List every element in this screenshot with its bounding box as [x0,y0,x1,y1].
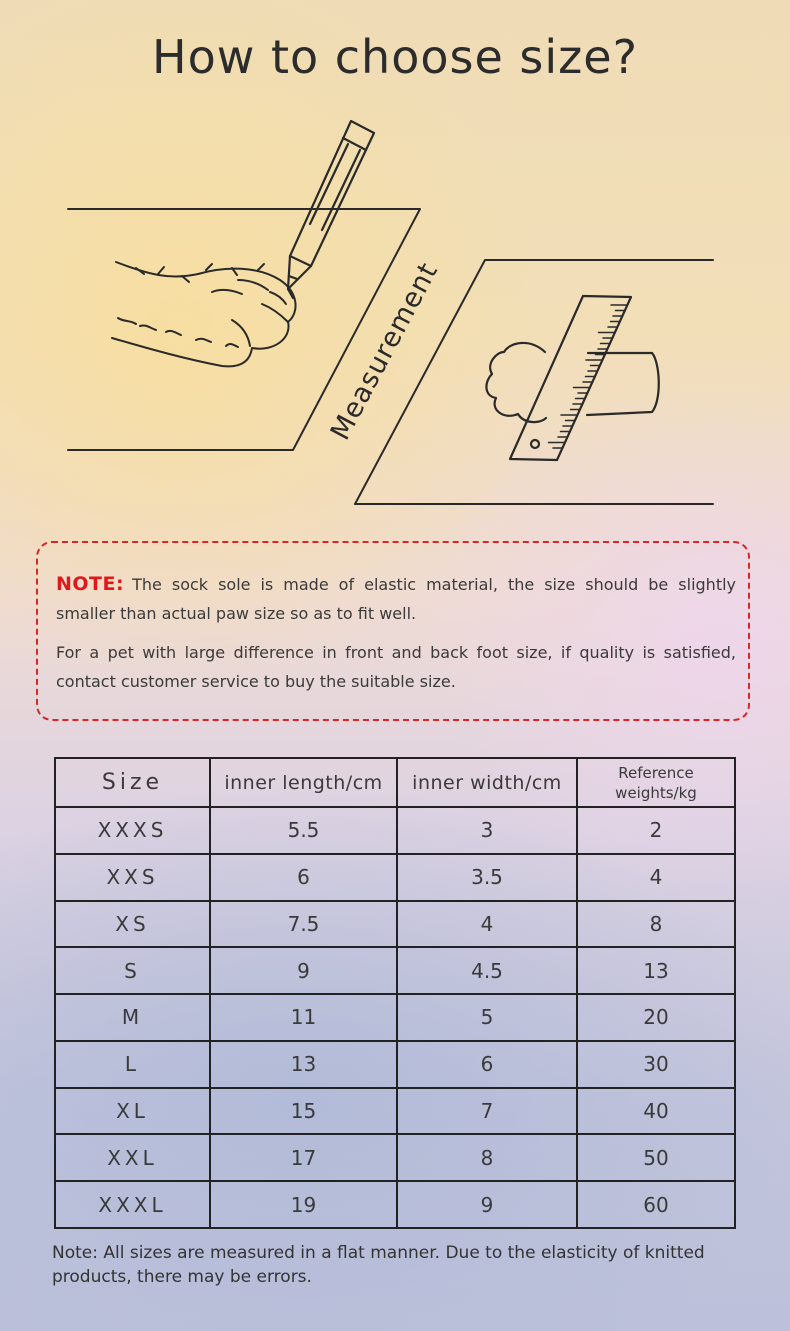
note-box [36,541,750,721]
cell-weight: 30 [577,1041,735,1088]
header-inner-width: inner width/cm [397,758,577,807]
cell-width: 5 [397,994,577,1041]
cell-weight: 50 [577,1134,735,1181]
cell-size: M [55,994,210,1041]
footnote: Note: All sizes are measured in a flat manner. Due to the elasticity of knitted products, there may be errors. [52,1243,705,1287]
table-row [55,994,735,1041]
cell-weight: 40 [577,1088,735,1135]
cell-width: 3.5 [397,854,577,901]
cell-weight: 2 [577,807,735,854]
note-label: NOTE: [56,573,125,595]
cell-weight: 20 [577,994,735,1041]
header-inner-length: inner length/cm [210,758,397,807]
measurement-label: Measurement [324,257,445,446]
header-weight-line-1: Reference [618,763,694,782]
table-row [55,807,735,854]
ruler-icon [510,296,631,460]
cell-weight: 60 [577,1181,735,1228]
cell-width: 6 [397,1041,577,1088]
cell-width: 4.5 [397,947,577,994]
header-weight-line-2: weights/kg [615,783,697,802]
cell-size: XS [55,901,210,948]
note-paragraph-1 [56,570,736,628]
cell-length: 11 [210,994,397,1041]
table-row [55,947,735,994]
cell-size: XXL [55,1134,210,1181]
size-chart-table [54,757,736,1229]
table-row [55,854,735,901]
cell-size: XXS [55,854,210,901]
cell-length: 13 [210,1041,397,1088]
note-paragraph-2: For a pet with large difference in front and back foot size, if quality is satisfied, contact customer service to buy the suitable size. [56,643,736,691]
page-title: How to choose size? [151,30,638,84]
cell-width: 4 [397,901,577,948]
cell-weight: 13 [577,947,735,994]
header-size: Size [55,758,210,807]
cell-width: 9 [397,1181,577,1228]
cell-weight: 8 [577,901,735,948]
table-row [55,1134,735,1181]
paw-icon [112,262,296,366]
table-row [55,901,735,948]
cell-length: 15 [210,1088,397,1135]
cell-width: 8 [397,1134,577,1181]
table-row [55,1041,735,1088]
table-header-row [55,758,735,807]
cell-weight: 4 [577,854,735,901]
table-row [55,1088,735,1135]
cell-size: XXXL [55,1181,210,1228]
cell-length: 9 [210,947,397,994]
cell-width: 7 [397,1088,577,1135]
cell-size: XL [55,1088,210,1135]
header-reference-weight [577,758,735,807]
cell-size: XXXS [55,807,210,854]
measurement-illustration [0,110,790,530]
cell-length: 5.5 [210,807,397,854]
note-text-1: The sock sole is made of elastic material, the size should be slightly smaller than actual paw size so as to fit well. [56,575,736,623]
cell-length: 7.5 [210,901,397,948]
table-row [55,1181,735,1228]
cell-length: 6 [210,854,397,901]
cell-width: 3 [397,807,577,854]
cell-size: S [55,947,210,994]
cell-size: L [55,1041,210,1088]
ruler-ticks [549,305,628,448]
cell-length: 19 [210,1181,397,1228]
cell-length: 17 [210,1134,397,1181]
